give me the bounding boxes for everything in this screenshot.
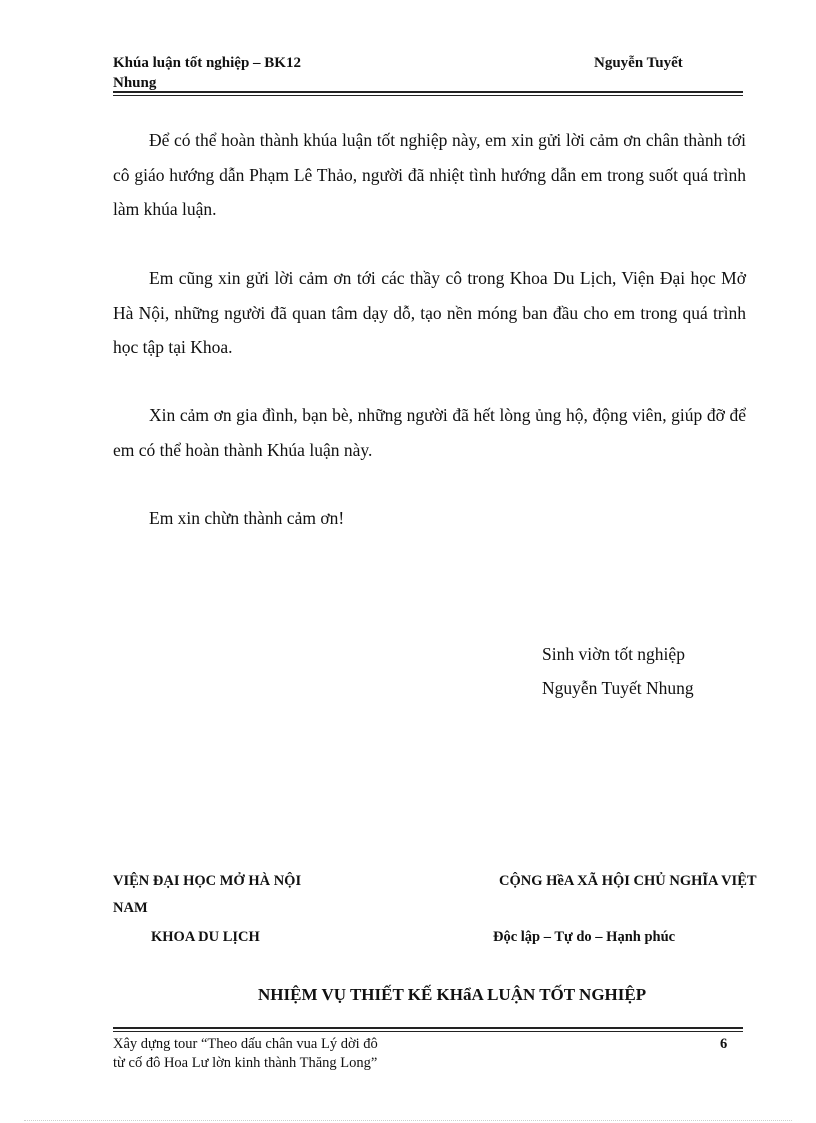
footer-topic-line2: từ cố đô Hoa Lư lờn kinh thành Thăng Long” — [113, 1055, 378, 1071]
header-left — [113, 53, 301, 93]
header-rule — [113, 91, 743, 93]
footer-rule-thin — [113, 1031, 743, 1032]
paragraph-2: Em cũng xin gửi lời cảm ơn tới các thầy cô trong Khoa Du Lịch, Viện Đại học Mở Hà Nội, những người đã quan tâm dạy dỗ, tạo nền móng ban đầu cho em trong quá trình học tập tại Khoa. — [113, 268, 746, 357]
paragraph-3: Xin cảm ơn gia đình, bạn bè, những người đã hết lòng ủng hộ, động viên, giúp đỡ để em có thể hoàn thành Khúa luận này. — [113, 405, 746, 460]
faculty-name: KHOA DU LỊCH — [151, 929, 260, 945]
national-motto: Độc lập – Tự do – Hạnh phúc — [493, 929, 676, 945]
thanks-line: Em xin chừn thành cảm ơn! — [149, 508, 345, 528]
footer-rule — [113, 1027, 743, 1029]
signature-name: Nguyễn Tuyết Nhung — [542, 678, 694, 698]
nation-name-continued: NAM — [113, 900, 148, 916]
header-author-lastname: Nhung — [113, 75, 157, 91]
page-number: 6 — [720, 1036, 728, 1052]
header-right: Nguyễn Tuyết — [594, 55, 683, 71]
page-edge — [24, 1120, 792, 1121]
header-rule-thin — [113, 95, 743, 96]
footer-topic — [113, 1035, 378, 1073]
nation-name: CỘNG HềA XÃ HỘI CHỦ NGHĨA VIỆT — [499, 873, 757, 889]
task-title: NHIỆM VỤ THIẾT KẾ KHẩA LUẬN TỐT NGHIỆP — [258, 985, 647, 1004]
signature-role: Sinh viờn tốt nghiệp — [542, 644, 685, 664]
institution-name: VIỆN ĐẠI HỌC MỞ HÀ NỘI — [113, 873, 302, 889]
footer-topic-line1: Xây dựng tour “Theo dấu chân vua Lý dời đô — [113, 1036, 378, 1052]
header-thesis-label: Khúa luận tốt nghiệp – BK12 — [113, 55, 301, 71]
paragraph-1: Để có thể hoàn thành khúa luận tốt nghiệp này, em xin gửi lời cảm ơn chân thành tới cô giáo hướng dẫn Phạm Lê Thảo, người đã nhiệt tình hướng dẫn em trong suốt quá trình làm khúa luận. — [113, 130, 746, 219]
